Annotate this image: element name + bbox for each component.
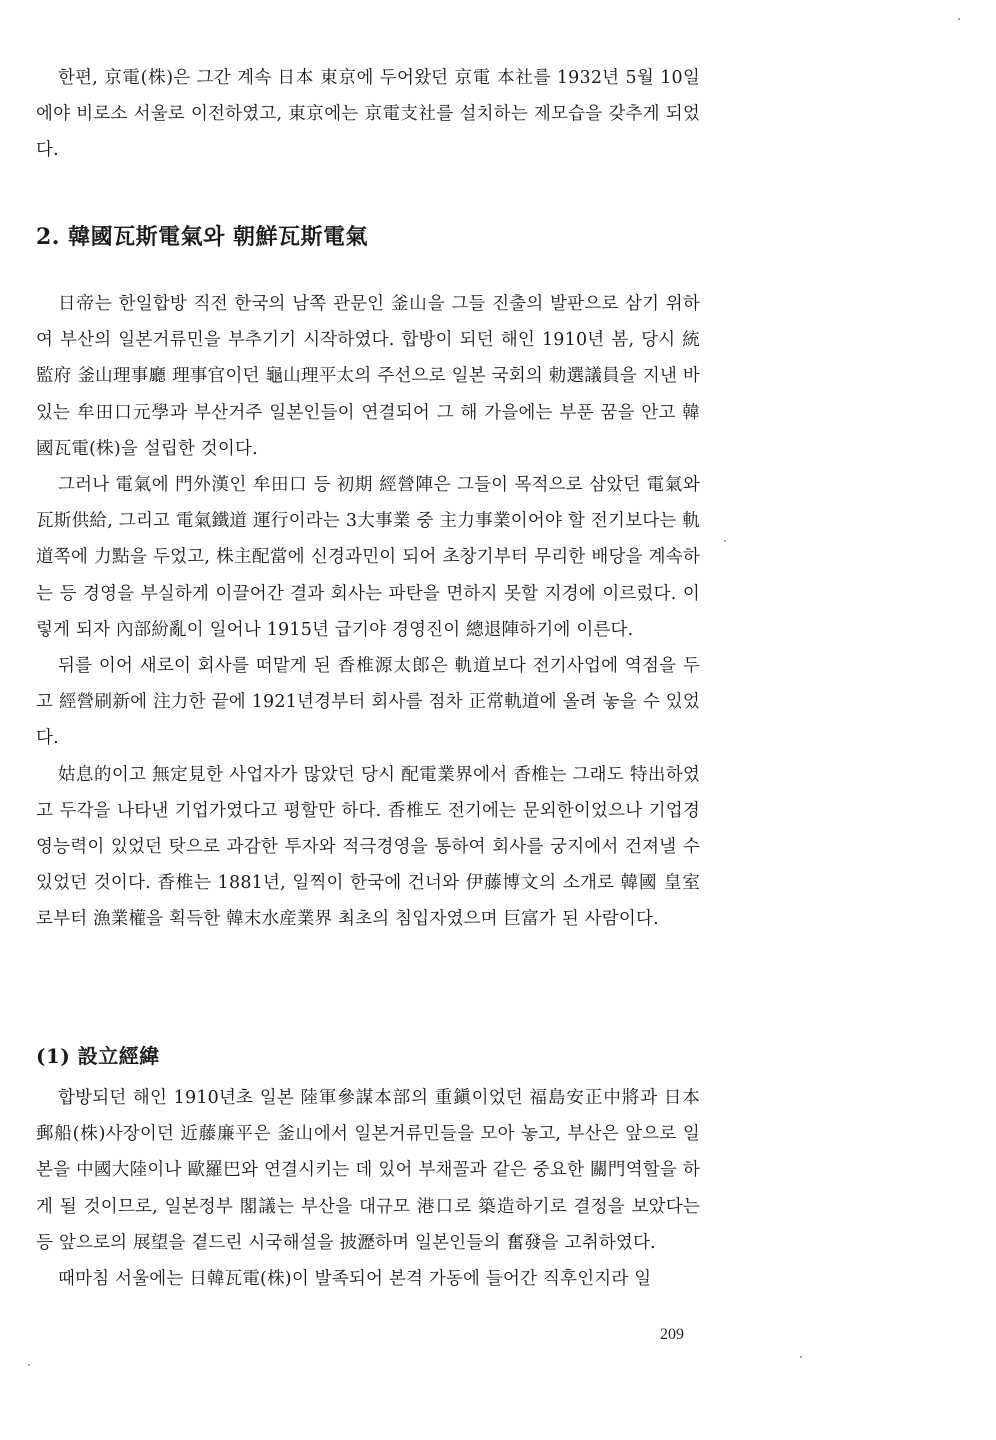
sub-section-body [36,1080,700,1297]
scan-speck [958,18,960,20]
sub-heading: (1) 設立經緯 [36,1044,160,1068]
intro-block [36,60,700,169]
sub-paragraph-2: 때마침 서울에는 日韓瓦電(株)이 발족되어 본격 가동에 들어간 직후인지라 일 [58,1269,652,1290]
intro-paragraph: 한편, 京電(株)은 그간 계속 日本 東京에 두어왔던 京電 本社를 1932년 5월 10일에야 비로소 서울로 이전하였고, 東京에는 京電支社를 설치하는 제모습을 갖추게 되었다. [36,68,700,161]
section-paragraph-4: 姑息的이고 無定見한 사업자가 많았던 당시 配電業界에서 香椎는 그래도 特出하였고 두각을 나타낸 기업가였다고 평할만 하다. 香椎도 전기에는 문외한이었으나 기업경영능력이 있었던 탓으로 과감한 투자와 적극경영을 통하여 회사를 궁지에서 건져낼 수 있었던 것이다. 香椎는 1881년, 일찍이 한국에 건너와 伊藤博文의 소개로 韓國 皇室로부터 漁業權을 획득한 韓末水産業界 최초의 침입자였으며 巨富가 된 사람이다. [36,764,700,930]
section-paragraph-3: 뒤를 이어 새로이 회사를 떠맡게 된 香椎源太郎은 軌道보다 전기사업에 역점을 두고 經營刷新에 注力한 끝에 1921년경부터 회사를 점차 正常軌道에 올려 놓을 수 있었다. [36,656,700,749]
section-paragraph-1: 日帝는 한일합방 직전 한국의 남쪽 관문인 釜山을 그들 진출의 발판으로 삼기 위하여 부산의 일본거류민을 부추기기 시작하였다. 합방이 되던 해인 1910년 봄, 당시 統監府 釜山理事廳 理事官이던 龜山理平太의 주선으로 일본 국회의 勅選議員을 지낸 바 있는 牟田口元學과 부산거주 일본인들이 연결되어 그 해 가을에는 부푼 꿈을 안고 韓國瓦電(株)을 설립한 것이다. [36,294,700,459]
scan-speck [800,1356,802,1358]
section-heading: 2. 韓國瓦斯電氣와 朝鮮瓦斯電氣 [36,224,369,250]
section-body [36,286,700,938]
scan-speck [724,540,726,542]
sub-paragraph-1: 합방되던 해인 1910년초 일본 陸軍參謀本部의 重鎭이었던 福島安正中將과 日本郵船(株)사장이던 近藤廉平은 釜山에서 일본거류민들을 모아 놓고, 부산은 앞으로 일본을 中國大陸이나 歐羅巴와 연결시키는 데 있어 부채꼴과 같은 중요한 關門역할을 하게 될 것이므로, 일본정부 閣議는 부산을 대규모 港口로 築造하기로 결정을 보았다는 등 앞으로의 展望을 곁드린 시국해설을 披瀝하며 일본인들의 奮發을 고취하였다. [36,1088,700,1253]
scan-speck [28,1364,30,1366]
section-paragraph-2: 그러나 電氣에 門外漢인 牟田口 등 初期 經營陣은 그들이 목적으로 삼았던 電氣와 瓦斯供給, 그리고 電氣鐵道 運行이라는 3大事業 중 主力事業이어야 할 전기보다는 軌道쪽에 力點을 두었고, 株主配當에 신경과민이 되어 초창기부터 무리한 배당을 계속하는 등 경영을 부실하게 이끌어간 결과 회사는 파탄을 면하지 못할 지경에 이르렀다. 이렇게 되자 內部紛亂이 일어나 1915년 급기야 경영진이 總退陣하기에 이른다. [36,475,700,640]
page-number: 209 [660,1326,684,1343]
